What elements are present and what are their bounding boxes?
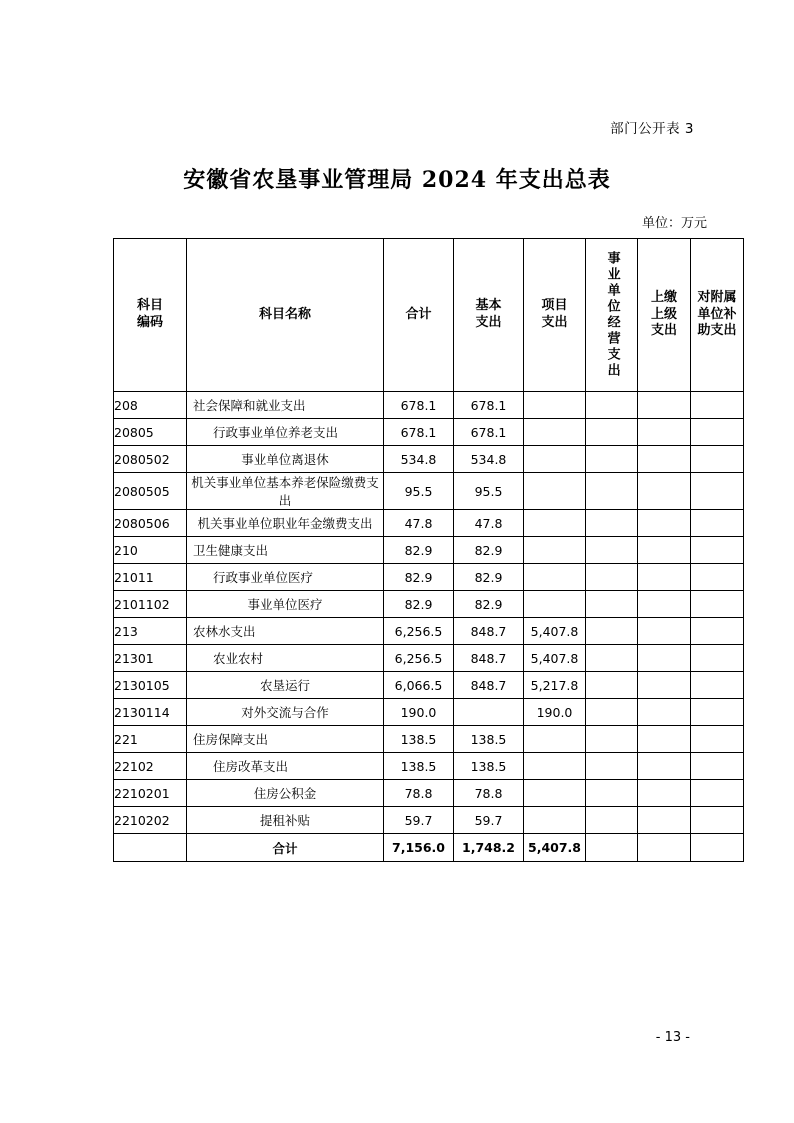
table-total-row <box>114 834 744 862</box>
cell-basic: 848.7 <box>454 618 524 645</box>
cell-upper-remit <box>638 537 691 564</box>
cell-subsidy <box>691 780 744 807</box>
table-row <box>114 753 744 780</box>
cell-total: 678.1 <box>384 419 454 446</box>
cell-upper-remit <box>638 780 691 807</box>
cell-operating <box>586 419 638 446</box>
column-header-subsidy-line3: 助支出 <box>697 323 737 339</box>
cell-subsidy <box>691 753 744 780</box>
cell-name: 机关事业单位基本养老保险缴费支出 <box>187 473 384 510</box>
column-header-subsidy <box>691 239 744 392</box>
column-header-upper-remit <box>638 239 691 392</box>
cell-operating <box>586 392 638 419</box>
cell-subsidy <box>691 726 744 753</box>
cell-total: 82.9 <box>384 537 454 564</box>
column-header-upper-line1: 上缴 <box>650 289 677 305</box>
cell-upper-remit <box>638 564 691 591</box>
form-label: 部门公开表 3 <box>610 121 694 137</box>
cell-code: 21011 <box>114 564 187 591</box>
table-row <box>114 672 744 699</box>
total-cell-project: 5,407.8 <box>524 834 586 862</box>
cell-code: 2210202 <box>114 807 187 834</box>
cell-name: 行政事业单位医疗 <box>187 564 384 591</box>
column-header-total <box>384 239 454 392</box>
cell-project <box>524 392 586 419</box>
cell-project <box>524 510 586 537</box>
cell-project: 5,217.8 <box>524 672 586 699</box>
table-row <box>114 473 744 510</box>
table-row <box>114 510 744 537</box>
cell-basic: 678.1 <box>454 419 524 446</box>
column-header-subsidy-line2: 单位补 <box>697 306 737 322</box>
cell-total: 59.7 <box>384 807 454 834</box>
cell-operating <box>586 699 638 726</box>
cell-project <box>524 780 586 807</box>
cell-total: 190.0 <box>384 699 454 726</box>
cell-code: 210 <box>114 537 187 564</box>
cell-operating <box>586 537 638 564</box>
total-cell-subsidy <box>691 834 744 862</box>
table-row <box>114 807 744 834</box>
cell-basic: 138.5 <box>454 753 524 780</box>
table-row <box>114 645 744 672</box>
column-header-operating <box>586 239 638 392</box>
column-header-code <box>114 239 187 392</box>
cell-name: 农林水支出 <box>187 618 384 645</box>
table-row <box>114 392 744 419</box>
total-cell-code <box>114 834 187 862</box>
cell-subsidy <box>691 672 744 699</box>
total-cell-total: 7,156.0 <box>384 834 454 862</box>
cell-upper-remit <box>638 807 691 834</box>
cell-subsidy <box>691 537 744 564</box>
cell-project <box>524 591 586 618</box>
table-row <box>114 537 744 564</box>
cell-total: 534.8 <box>384 446 454 473</box>
column-header-project <box>524 239 586 392</box>
cell-code: 2080505 <box>114 473 187 510</box>
cell-upper-remit <box>638 753 691 780</box>
cell-subsidy <box>691 392 744 419</box>
cell-basic: 47.8 <box>454 510 524 537</box>
cell-upper-remit <box>638 510 691 537</box>
page-number: - 13 - <box>655 1030 690 1045</box>
total-cell-label: 合计 <box>187 834 384 862</box>
cell-upper-remit <box>638 645 691 672</box>
column-header-name <box>187 239 384 392</box>
cell-upper-remit <box>638 446 691 473</box>
cell-subsidy <box>691 473 744 510</box>
cell-project: 5,407.8 <box>524 618 586 645</box>
cell-upper-remit <box>638 419 691 446</box>
cell-total: 95.5 <box>384 473 454 510</box>
cell-name: 卫生健康支出 <box>187 537 384 564</box>
cell-name: 事业单位医疗 <box>187 591 384 618</box>
cell-subsidy <box>691 645 744 672</box>
cell-name: 行政事业单位养老支出 <box>187 419 384 446</box>
cell-subsidy <box>691 564 744 591</box>
column-header-basic-line2: 支出 <box>475 315 502 330</box>
cell-operating <box>586 672 638 699</box>
cell-upper-remit <box>638 726 691 753</box>
cell-code: 2130114 <box>114 699 187 726</box>
expenditure-table <box>113 238 744 862</box>
table-row <box>114 591 744 618</box>
cell-project <box>524 537 586 564</box>
cell-upper-remit <box>638 392 691 419</box>
cell-name: 农垦运行 <box>187 672 384 699</box>
cell-total: 678.1 <box>384 392 454 419</box>
cell-total: 82.9 <box>384 591 454 618</box>
cell-code: 20805 <box>114 419 187 446</box>
cell-operating <box>586 618 638 645</box>
cell-basic <box>454 699 524 726</box>
cell-basic: 82.9 <box>454 564 524 591</box>
cell-code: 221 <box>114 726 187 753</box>
cell-operating <box>586 473 638 510</box>
cell-name: 机关事业单位职业年金缴费支出 <box>187 510 384 537</box>
cell-basic: 848.7 <box>454 672 524 699</box>
cell-upper-remit <box>638 672 691 699</box>
cell-project <box>524 419 586 446</box>
cell-code: 2101102 <box>114 591 187 618</box>
cell-subsidy <box>691 618 744 645</box>
cell-basic: 78.8 <box>454 780 524 807</box>
cell-basic: 534.8 <box>454 446 524 473</box>
cell-total: 6,256.5 <box>384 645 454 672</box>
cell-project: 190.0 <box>524 699 586 726</box>
cell-name: 住房保障支出 <box>187 726 384 753</box>
column-header-code-line2: 编码 <box>136 315 163 330</box>
cell-operating <box>586 446 638 473</box>
table-body <box>114 392 744 862</box>
cell-project <box>524 446 586 473</box>
cell-operating <box>586 510 638 537</box>
cell-basic: 848.7 <box>454 645 524 672</box>
cell-basic: 678.1 <box>454 392 524 419</box>
cell-name: 农业农村 <box>187 645 384 672</box>
page-title: 安徽省农垦事业管理局 2024 年支出总表 <box>183 167 611 193</box>
cell-project <box>524 807 586 834</box>
cell-basic: 95.5 <box>454 473 524 510</box>
cell-name: 社会保障和就业支出 <box>187 392 384 419</box>
cell-code: 2210201 <box>114 780 187 807</box>
cell-operating <box>586 591 638 618</box>
cell-code: 208 <box>114 392 187 419</box>
cell-total: 47.8 <box>384 510 454 537</box>
column-header-project-line2: 支出 <box>541 315 568 330</box>
cell-name: 对外交流与合作 <box>187 699 384 726</box>
table-row <box>114 564 744 591</box>
column-header-upper-line3: 支出 <box>650 323 677 339</box>
cell-subsidy <box>691 699 744 726</box>
cell-operating <box>586 564 638 591</box>
cell-code: 213 <box>114 618 187 645</box>
cell-project <box>524 564 586 591</box>
cell-code: 2080502 <box>114 446 187 473</box>
cell-basic: 138.5 <box>454 726 524 753</box>
table-header-row <box>114 239 744 392</box>
column-header-basic <box>454 239 524 392</box>
cell-operating <box>586 645 638 672</box>
cell-upper-remit <box>638 618 691 645</box>
cell-project <box>524 753 586 780</box>
cell-total: 82.9 <box>384 564 454 591</box>
cell-name: 住房改革支出 <box>187 753 384 780</box>
cell-subsidy <box>691 591 744 618</box>
cell-basic: 82.9 <box>454 591 524 618</box>
cell-operating <box>586 726 638 753</box>
cell-code: 2130105 <box>114 672 187 699</box>
column-header-total-text: 合计 <box>405 307 432 323</box>
table-row <box>114 699 744 726</box>
cell-project: 5,407.8 <box>524 645 586 672</box>
cell-subsidy <box>691 419 744 446</box>
cell-project <box>524 726 586 753</box>
cell-operating <box>586 753 638 780</box>
cell-name: 事业单位离退休 <box>187 446 384 473</box>
total-cell-upper-remit <box>638 834 691 862</box>
cell-total: 138.5 <box>384 726 454 753</box>
cell-code: 22102 <box>114 753 187 780</box>
cell-subsidy <box>691 446 744 473</box>
cell-total: 78.8 <box>384 780 454 807</box>
cell-code: 21301 <box>114 645 187 672</box>
cell-code: 2080506 <box>114 510 187 537</box>
unit-note: 单位：万元 <box>641 216 707 231</box>
cell-total: 138.5 <box>384 753 454 780</box>
cell-subsidy <box>691 807 744 834</box>
table-row <box>114 780 744 807</box>
column-header-name-text: 科目名称 <box>258 307 311 323</box>
cell-project <box>524 473 586 510</box>
total-cell-basic: 1,748.2 <box>454 834 524 862</box>
cell-upper-remit <box>638 699 691 726</box>
column-header-operating-text: 事业单位经营支出 <box>604 251 620 379</box>
column-header-basic-line1: 基本 <box>475 298 502 314</box>
column-header-subsidy-line1: 对附属 <box>697 289 737 305</box>
cell-basic: 59.7 <box>454 807 524 834</box>
cell-upper-remit <box>638 591 691 618</box>
cell-operating <box>586 807 638 834</box>
cell-name: 住房公积金 <box>187 780 384 807</box>
cell-upper-remit <box>638 473 691 510</box>
table-header <box>114 239 744 392</box>
table-row <box>114 726 744 753</box>
table-row <box>114 618 744 645</box>
cell-basic: 82.9 <box>454 537 524 564</box>
table-row <box>114 419 744 446</box>
column-header-code-line1: 科目 <box>136 298 163 314</box>
cell-operating <box>586 780 638 807</box>
cell-total: 6,256.5 <box>384 618 454 645</box>
cell-total: 6,066.5 <box>384 672 454 699</box>
column-header-project-line1: 项目 <box>541 298 568 314</box>
column-header-upper-line2: 上级 <box>650 306 677 322</box>
table-row <box>114 446 744 473</box>
total-cell-operating <box>586 834 638 862</box>
cell-name: 提租补贴 <box>187 807 384 834</box>
cell-subsidy <box>691 510 744 537</box>
